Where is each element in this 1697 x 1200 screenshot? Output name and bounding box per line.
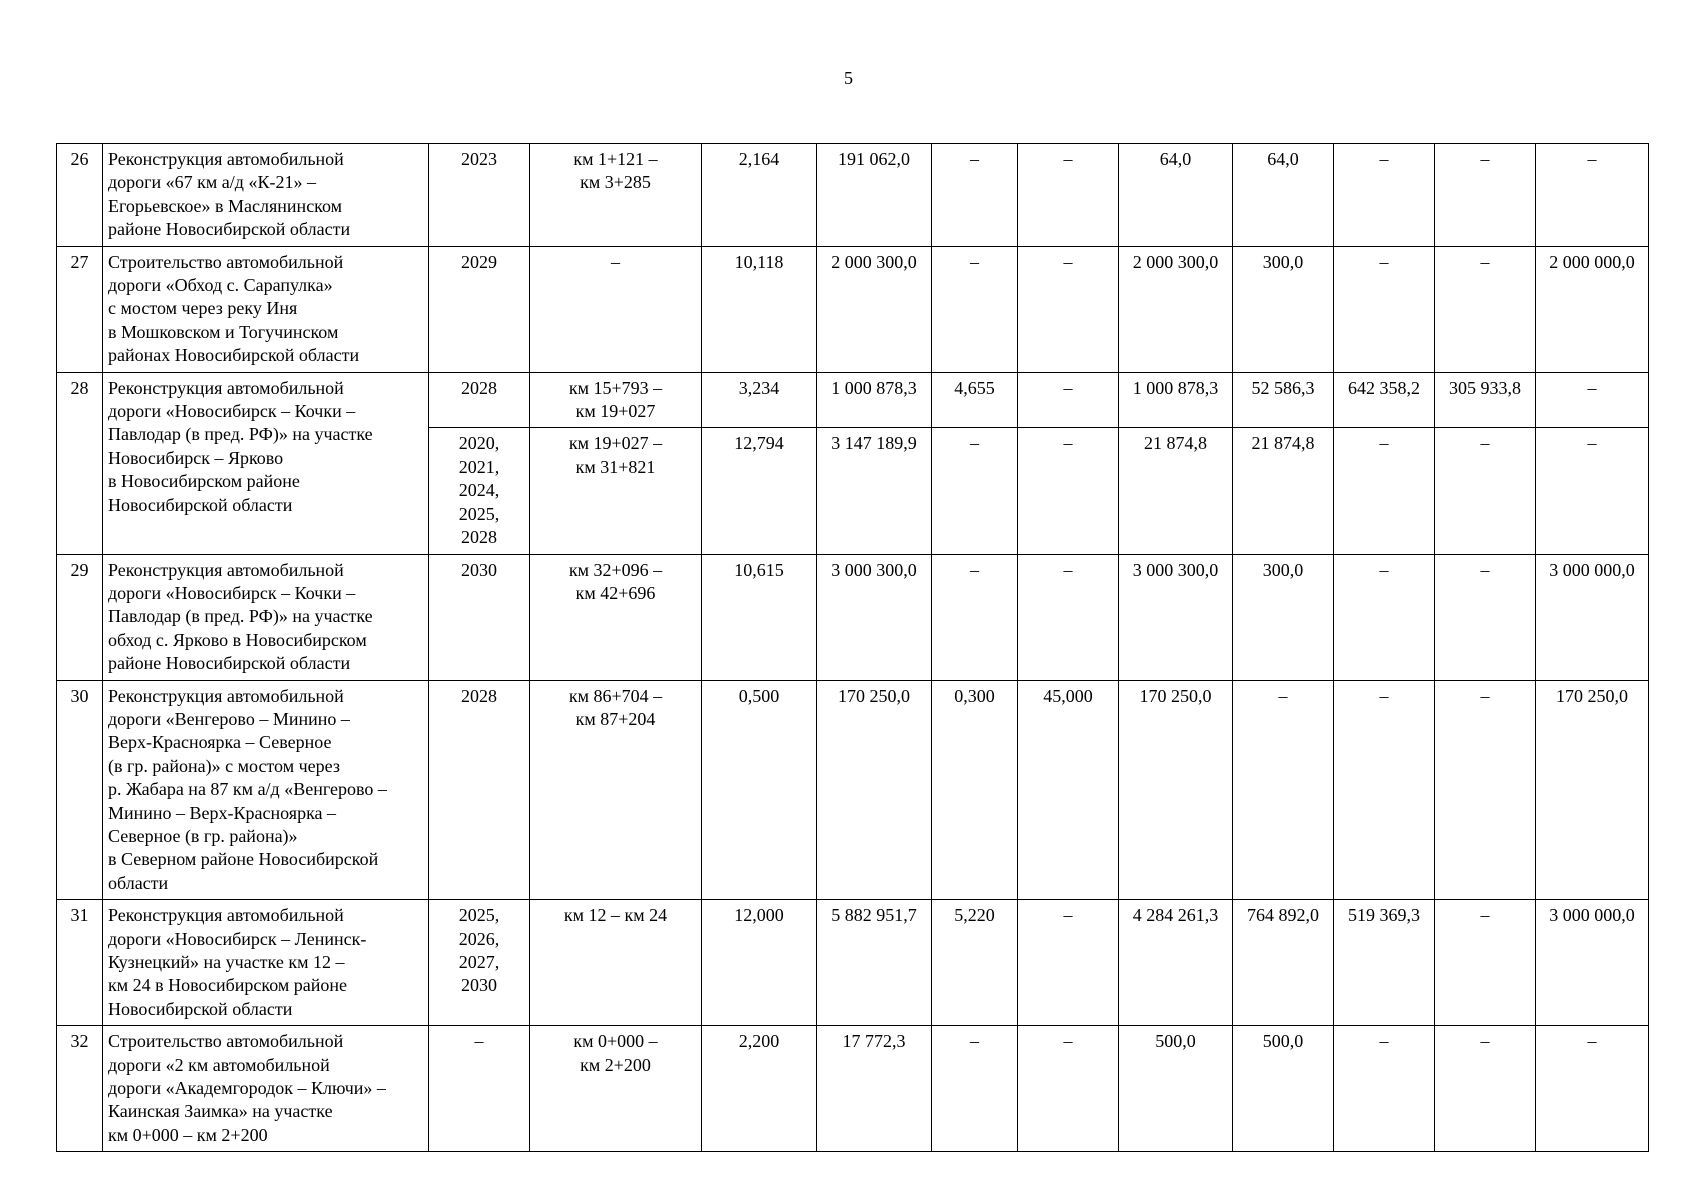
table-row bbox=[57, 144, 1649, 247]
road-name-cell bbox=[103, 900, 429, 1026]
col7-cell: – bbox=[1018, 1026, 1119, 1152]
length-cell: 10,615 bbox=[702, 554, 817, 680]
km-range-line: км 2+200 bbox=[580, 1054, 651, 1075]
km-range-cell bbox=[530, 1026, 702, 1152]
col9-cell: 764 892,0 bbox=[1233, 900, 1334, 1026]
year-cell: 2028 bbox=[429, 680, 530, 900]
col8-cell: 4 284 261,3 bbox=[1119, 900, 1233, 1026]
col8-cell: 170 250,0 bbox=[1119, 680, 1233, 900]
col8-cell: 2 000 300,0 bbox=[1119, 246, 1233, 372]
col6-cell: – bbox=[932, 1026, 1018, 1152]
km-range-line: км 0+000 – bbox=[573, 1031, 658, 1052]
total-cost-cell: 2 000 300,0 bbox=[817, 246, 932, 372]
col12-cell: – bbox=[1536, 372, 1649, 428]
col8-cell: 500,0 bbox=[1119, 1026, 1233, 1152]
col6-cell: 4,655 bbox=[932, 372, 1018, 428]
col12-cell: – bbox=[1536, 1026, 1649, 1152]
col6-cell: – bbox=[932, 246, 1018, 372]
road-name-line: дороги «67 км а/д «К-21» – bbox=[108, 172, 316, 193]
road-name-line: км 24 в Новосибирском районе bbox=[108, 975, 347, 996]
total-cost-cell: 5 882 951,7 bbox=[817, 900, 932, 1026]
road-name-line: с мостом через реку Иня bbox=[108, 298, 298, 319]
col12-cell: 3 000 000,0 bbox=[1536, 554, 1649, 680]
road-name-line: Каинская Заимка» на участке bbox=[108, 1101, 333, 1122]
km-range-line: км 32+096 – bbox=[568, 559, 663, 580]
road-name-line: Реконструкция автомобильной bbox=[108, 685, 344, 706]
col10-cell: – bbox=[1334, 144, 1435, 247]
km-range-cell bbox=[530, 144, 702, 247]
year-cell: – bbox=[429, 1026, 530, 1152]
road-name-line: в Новосибирском районе bbox=[108, 471, 300, 492]
km-range-line: км 31+821 bbox=[575, 456, 656, 477]
row-number-cell: 30 bbox=[57, 680, 103, 900]
km-range-cell bbox=[530, 372, 702, 428]
length-cell: 12,000 bbox=[702, 900, 817, 1026]
year-cell: 2029 bbox=[429, 246, 530, 372]
total-cost-cell: 170 250,0 bbox=[817, 680, 932, 900]
road-name-line: Строительство автомобильной bbox=[108, 1031, 344, 1052]
col8-cell: 21 874,8 bbox=[1119, 428, 1233, 554]
col11-cell: – bbox=[1435, 428, 1536, 554]
col7-cell: 45,000 bbox=[1018, 680, 1119, 900]
col11-cell: – bbox=[1435, 900, 1536, 1026]
table-row bbox=[57, 554, 1649, 680]
col11-cell: – bbox=[1435, 554, 1536, 680]
length-cell: 12,794 bbox=[702, 428, 817, 554]
km-range-cell bbox=[530, 246, 702, 372]
col6-cell: – bbox=[932, 554, 1018, 680]
col7-cell: – bbox=[1018, 372, 1119, 428]
col12-cell: – bbox=[1536, 428, 1649, 554]
total-cost-cell: 191 062,0 bbox=[817, 144, 932, 247]
road-name-line: дороги «Обход с. Сарапулка» bbox=[108, 275, 333, 296]
col9-cell: 52 586,3 bbox=[1233, 372, 1334, 428]
col8-cell: 3 000 300,0 bbox=[1119, 554, 1233, 680]
road-name-line: Павлодар (в пред. РФ)» на участке bbox=[108, 424, 373, 445]
road-name-cell bbox=[103, 554, 429, 680]
col11-cell: – bbox=[1435, 144, 1536, 247]
road-name-line: Реконструкция автомобильной bbox=[108, 149, 344, 169]
col7-cell: – bbox=[1018, 554, 1119, 680]
col8-cell: 64,0 bbox=[1119, 144, 1233, 247]
km-range-line: км 1+121 – bbox=[573, 149, 658, 169]
year-cell: 2023 bbox=[429, 144, 530, 247]
col10-cell: – bbox=[1334, 554, 1435, 680]
road-name-line: Егорьевское» в Маслянинском bbox=[108, 195, 343, 216]
road-projects-table bbox=[56, 143, 1649, 1152]
total-cost-cell: 3 147 189,9 bbox=[817, 428, 932, 554]
km-range-line: км 12 – км 24 bbox=[563, 905, 668, 926]
year-cell: 2028 bbox=[429, 372, 530, 428]
km-range-cell bbox=[530, 680, 702, 900]
col11-cell: 305 933,8 bbox=[1435, 372, 1536, 428]
col7-cell: – bbox=[1018, 144, 1119, 247]
col9-cell: 500,0 bbox=[1233, 1026, 1334, 1152]
road-name-line: дороги «Новосибирск – Ленинск- bbox=[108, 928, 367, 949]
road-name-cell bbox=[103, 246, 429, 372]
km-range-line: км 86+704 – bbox=[568, 685, 663, 706]
road-name-cell bbox=[103, 1026, 429, 1152]
road-name-cell bbox=[103, 372, 429, 554]
table-row bbox=[57, 900, 1649, 1026]
col6-cell: 0,300 bbox=[932, 680, 1018, 900]
road-name-line: области bbox=[108, 872, 169, 893]
length-cell: 3,234 bbox=[702, 372, 817, 428]
col9-cell: 64,0 bbox=[1233, 144, 1334, 247]
road-name-line: Реконструкция автомобильной bbox=[108, 905, 344, 926]
row-number-cell: 31 bbox=[57, 900, 103, 1026]
row-number-cell: 27 bbox=[57, 246, 103, 372]
year-cell: 2025, 2026, 2027, 2030 bbox=[429, 900, 530, 1026]
col7-cell: – bbox=[1018, 428, 1119, 554]
length-cell: 10,118 bbox=[702, 246, 817, 372]
col10-cell: 519 369,3 bbox=[1334, 900, 1435, 1026]
col9-cell: 21 874,8 bbox=[1233, 428, 1334, 554]
table-row bbox=[57, 372, 1649, 428]
col12-cell: 2 000 000,0 bbox=[1536, 246, 1649, 372]
col11-cell: – bbox=[1435, 680, 1536, 900]
col6-cell: 5,220 bbox=[932, 900, 1018, 1026]
road-name-line: Павлодар (в пред. РФ)» на участке bbox=[108, 606, 373, 627]
col12-cell: 170 250,0 bbox=[1536, 680, 1649, 900]
km-range-cell bbox=[530, 554, 702, 680]
col12-cell: – bbox=[1536, 144, 1649, 247]
km-range-line: км 42+696 bbox=[575, 582, 656, 603]
year-cell: 2030 bbox=[429, 554, 530, 680]
road-name-line: Реконструкция автомобильной bbox=[108, 559, 344, 580]
total-cost-cell: 17 772,3 bbox=[817, 1026, 932, 1152]
road-name-cell bbox=[103, 144, 429, 247]
col11-cell: – bbox=[1435, 1026, 1536, 1152]
road-name-line: Новосибирской области bbox=[108, 494, 293, 515]
row-number-cell: 28 bbox=[57, 372, 103, 554]
road-name-line: в Мошковском и Тогучинском bbox=[108, 321, 339, 342]
road-name-line: Минино – Верх-Красноярка – bbox=[108, 802, 337, 823]
km-range-line: км 19+027 bbox=[575, 401, 656, 422]
road-name-line: дороги «Академгородок – Ключи» – bbox=[108, 1078, 386, 1099]
table-row bbox=[57, 246, 1649, 372]
road-name-line: (в гр. района)» с мостом через bbox=[108, 755, 340, 776]
road-name-line: Новосибирск – Ярково bbox=[108, 447, 284, 468]
length-cell: 2,164 bbox=[702, 144, 817, 247]
col9-cell: 300,0 bbox=[1233, 554, 1334, 680]
row-number-cell: 26 bbox=[57, 144, 103, 247]
km-range-line: км 3+285 bbox=[580, 172, 651, 193]
road-name-line: км 0+000 – км 2+200 bbox=[108, 1124, 268, 1145]
road-name-line: дороги «Венгерово – Минино – bbox=[108, 708, 350, 729]
year-cell: 2020, 2021, 2024, 2025, 2028 bbox=[429, 428, 530, 554]
road-name-line: дороги «2 км автомобильной bbox=[108, 1054, 330, 1075]
length-cell: 2,200 bbox=[702, 1026, 817, 1152]
km-range-line: км 15+793 – bbox=[568, 377, 663, 398]
road-name-line: Реконструкция автомобильной bbox=[108, 377, 344, 398]
km-range-line: км 87+204 bbox=[575, 708, 656, 729]
col10-cell: – bbox=[1334, 680, 1435, 900]
col9-cell: – bbox=[1233, 680, 1334, 900]
road-name-line: обход с. Ярково в Новосибирском bbox=[108, 629, 367, 650]
km-range-line: – bbox=[611, 251, 620, 272]
road-name-line: районе Новосибирской области bbox=[108, 653, 351, 674]
km-range-line: км 19+027 – bbox=[568, 433, 663, 454]
col9-cell: 300,0 bbox=[1233, 246, 1334, 372]
road-name-line: р. Жабара на 87 км а/д «Венгерово – bbox=[108, 779, 387, 800]
road-name-line: Кузнецкий» на участке км 12 – bbox=[108, 952, 345, 972]
road-name-line: дороги «Новосибирск – Кочки – bbox=[108, 582, 356, 603]
col7-cell: – bbox=[1018, 246, 1119, 372]
table-row bbox=[57, 1026, 1649, 1152]
col10-cell: – bbox=[1334, 428, 1435, 554]
col12-cell: 3 000 000,0 bbox=[1536, 900, 1649, 1026]
row-number-cell: 29 bbox=[57, 554, 103, 680]
col10-cell: 642 358,2 bbox=[1334, 372, 1435, 428]
total-cost-cell: 3 000 300,0 bbox=[817, 554, 932, 680]
row-number-cell: 32 bbox=[57, 1026, 103, 1152]
road-name-line: районе Новосибирской области bbox=[108, 219, 351, 240]
road-name-line: Северное (в гр. района)» bbox=[108, 825, 298, 846]
road-name-line: в Северном районе Новосибирской bbox=[108, 849, 379, 870]
road-name-line: районах Новосибирской области bbox=[108, 345, 360, 366]
length-cell: 0,500 bbox=[702, 680, 817, 900]
road-name-line: Верх-Красноярка – Северное bbox=[108, 732, 332, 753]
col6-cell: – bbox=[932, 428, 1018, 554]
col10-cell: – bbox=[1334, 246, 1435, 372]
road-name-line: Строительство автомобильной bbox=[108, 251, 344, 272]
km-range-cell bbox=[530, 900, 702, 1026]
road-name-line: Новосибирской области bbox=[108, 998, 293, 1019]
page-number: 5 bbox=[844, 68, 853, 88]
col7-cell: – bbox=[1018, 900, 1119, 1026]
road-name-line: дороги «Новосибирск – Кочки – bbox=[108, 401, 356, 422]
col6-cell: – bbox=[932, 144, 1018, 247]
road-name-cell bbox=[103, 680, 429, 900]
table-row bbox=[57, 680, 1649, 900]
total-cost-cell: 1 000 878,3 bbox=[817, 372, 932, 428]
km-range-cell bbox=[530, 428, 702, 554]
col8-cell: 1 000 878,3 bbox=[1119, 372, 1233, 428]
col10-cell: – bbox=[1334, 1026, 1435, 1152]
col11-cell: – bbox=[1435, 246, 1536, 372]
